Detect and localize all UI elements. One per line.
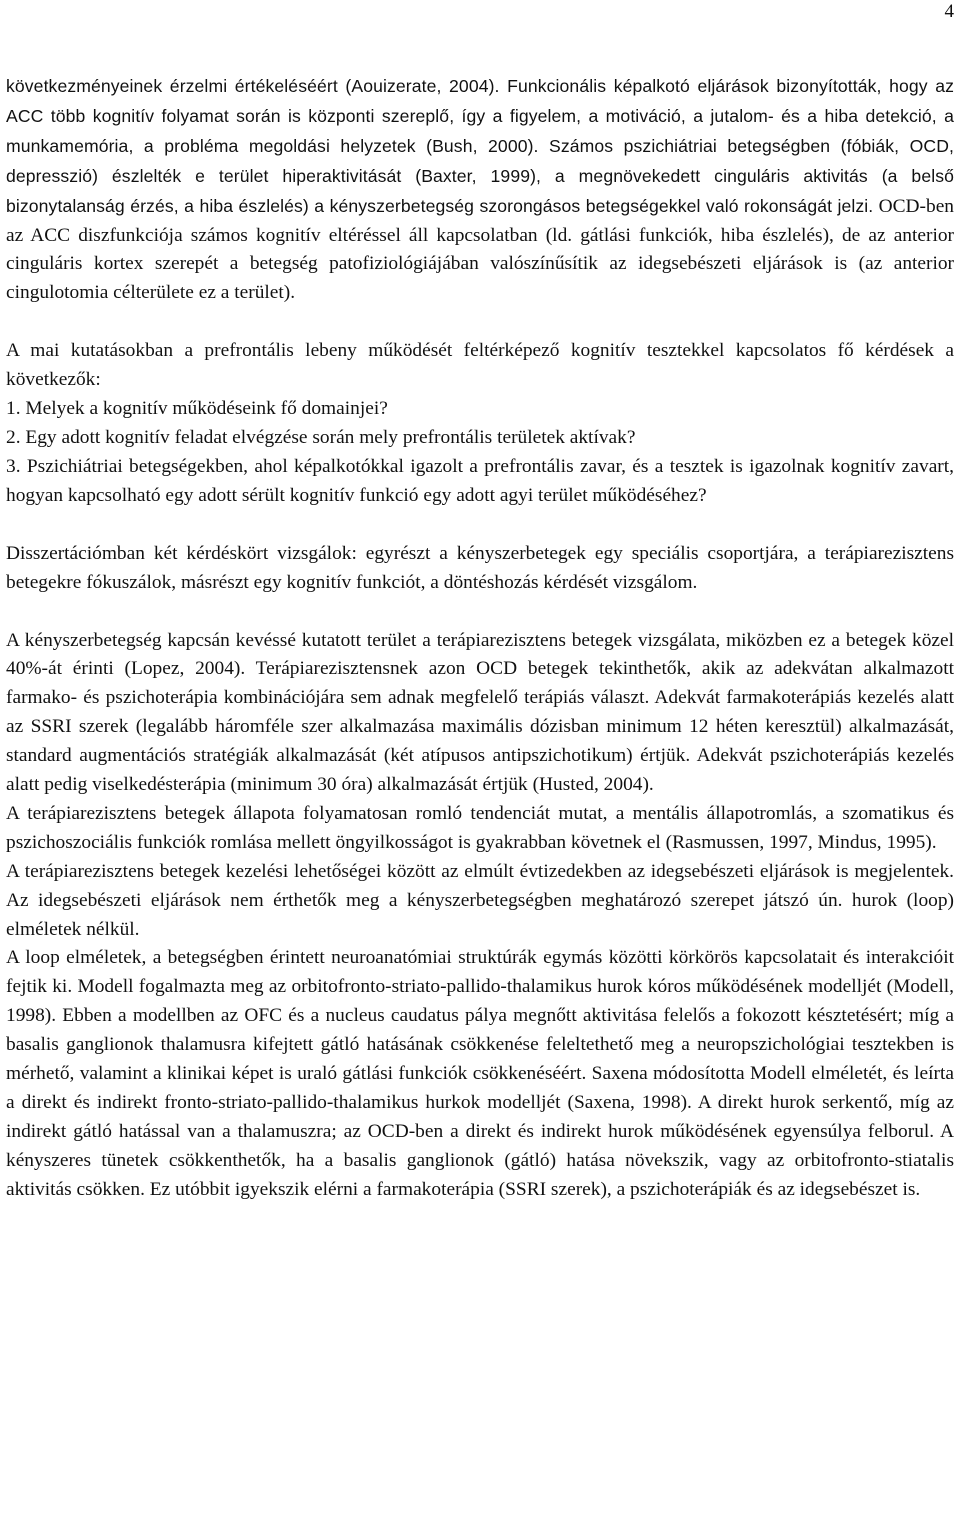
research-question-2: 2. Egy adott kognitív feladat elvégzése során mely prefrontális területek aktívak? <box>6 426 636 448</box>
paragraph-acc-overview <box>6 72 954 308</box>
paragraph-acc-ocd: OCD-ben az ACC diszfunkciója számos kognitív eltéréssel áll kapcsolatban (ld. gátlási funkciók, hiba észlelés), de az anterior cinguláris kortex szerepét a betegség patofiziológiájában valószínűsítik az idegsebészeti eljárások is (az anterior cingulotomia célterülete ez a terület). <box>6 195 954 304</box>
paragraph-deterioration: A terápiarezisztens betegek állapota folyamatosan romló tendenciát mutat, a mentális állapotromlás, a szomatikus és pszichoszociális funkciók romlása mellett öngyilkosságot is gyakrabban követnek el (Rasmussen, 1997, Mindus, 1995). <box>6 802 954 853</box>
research-question-1: 1. Melyek a kognitív működéseink fő domainjei? <box>6 398 388 420</box>
paragraph-acc-functions: következményeinek érzelmi értékeléséért (Aouizerate, 2004). Funkcionális képalkotó eljárások bizonyították, hogy az ACC több kognitív folyamat során is központi szereplő, így a figyelem, a motiváció, a jutalom- és a hiba detekció, a munkamemória, a probléma megoldási helyzetek (Bush, 2000). <box>6 76 954 156</box>
page-number: 4 <box>944 1 954 22</box>
paragraph-acc-psychiatric: Számos pszichiátriai betegségben (fóbiák, OCD, depresszió) észlelték e terület hiperaktivitását (Baxter, 1999), a megnövekedett cinguláris aktivitás (a belső bizonytalanság érzés, a hiba észlelés) a kényszerbetegség szorongásos betegségekkel való rokonságát jelzi. <box>6 135 954 216</box>
paragraph-treatment-resistance: A kényszerbetegség kapcsán kevéssé kutatott terület a terápiarezisztens betegek vizsgálata, miközben ez a betegek közel 40%-át érinti (Lopez, 2004). Terápiarezisztensnek azon OCD betegek tekinthetők, akik az adekvátan alkalmazott farmako- és pszichoterápia kombinációjára sem adnak megfelelő terápiás választ. Adekvát farmakoterápiás kezelés alatt az SSRI szerek (legalább háromféle szer alkalmazása maximális dózisban minimum 12 héten keresztül) alkalmazását, standard augmentációs stratégiák alkalmazását (két atípusos antipszichotikum) értjük. Adekvát pszichoterápiás kezelés alatt pedig viselkedésterápia (minimum 30 óra) alkalmazását értjük (Husted, 2004). <box>6 629 954 796</box>
research-question-3: 3. Pszichiátriai betegségekben, ahol képalkotókkal igazolt a prefrontális zavar, és a tesztek is igazolnak kognitív zavart, hogyan kapcsolható egy adott sérült kognitív funkció egy adott agyi terület működéséhez? <box>6 455 954 506</box>
paragraph-loop-theories: A loop elméletek, a betegségben érintett neuroanatómiai struktúrák egymás közötti körkörös kapcsolatait és interakcióit fejtik ki. Modell fogalmazta meg az orbitofronto-striato-pallido-thalamikus hurok kóros működésének modelljét (Modell, 1998). Ebben a modellben az OFC és a nucleus caudatus pálya megnőtt aktivitása felelős a fokozott késztetésért; míg a basalis ganglionok thalamusra kifejtett gátló hatásának csökkenése feleltethető meg a neuropszichológiai tesztekben is mérhető, valamint a klinikai képet is uraló gátlási funkciók csökkenéséért. Saxena módosította Modell elméletét, és leírta a direkt és indirekt fronto-striato-pallido-thalamikus hurkok modelljét (Saxena, 1998). A direkt hurok serkentő, míg az indirekt gátló hatással van a thalamuszra; az OCD-ben a direkt és indirekt hurok működésének egyensúlya felborul. A kényszeres tünetek csökkenthetők, ha a basalis ganglionok (gátló) hatása növekszik, vagy az orbitofronto-stiatalis aktivitás csökken. Ez utóbbit igyekszik elérni a farmakoterápia (SSRI szerek), a pszichoterápiák és az idegsebészet is. <box>6 947 954 1200</box>
paragraph-neurosurgery: A terápiarezisztens betegek kezelési lehetőségei között az elmúlt évtizedekben az idegsebészeti eljárások is megjelentek. Az idegsebészeti eljárások nem érthetők meg a kényszerbetegségben meghatározó szerepet játszó ún. hurok (loop) elméletek nélkül. <box>6 860 954 940</box>
paragraph-dissertation-aims: Disszertációmban két kérdéskört vizsgálok: egyrészt a kényszerbetegek egy speciális csoportjára, a terápiarezisztens betegekre fókuszálok, másrészt egy kognitív funkciót, a döntéshozás kérdését vizsgálom. <box>6 542 954 593</box>
paragraph-research-questions-intro: A mai kutatásokban a prefrontális lebeny működését feltérképező kognitív tesztekkel kapcsolatos fő kérdések a következők: <box>6 340 954 391</box>
document-body <box>6 72 954 1205</box>
